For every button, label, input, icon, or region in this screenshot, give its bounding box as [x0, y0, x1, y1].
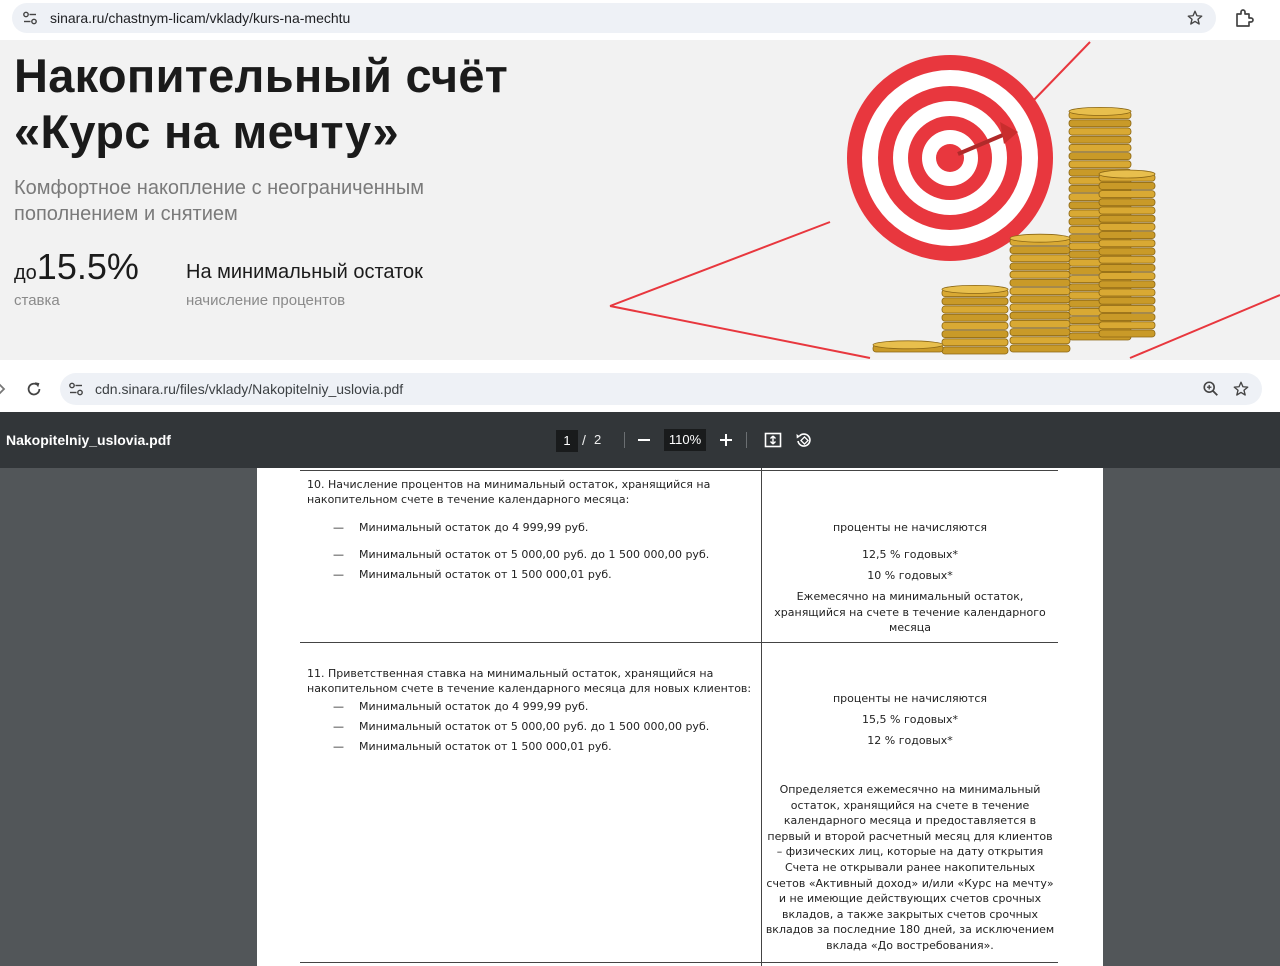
coin	[1099, 297, 1155, 304]
rate-number: 15.5%	[36, 246, 139, 287]
coin	[1069, 144, 1131, 151]
coin	[942, 298, 1008, 305]
coin	[1010, 271, 1070, 278]
note-line: месяца	[889, 621, 931, 635]
coin	[1069, 136, 1131, 143]
list-item: Минимальный остаток от 1 500 000,01 руб.	[359, 568, 612, 581]
page-total: 2	[594, 432, 602, 447]
section-11-heading	[307, 666, 751, 696]
coin	[1010, 263, 1070, 270]
zoom-level-input[interactable]: 110%	[664, 429, 706, 451]
coin	[1099, 305, 1155, 312]
note-line: первый и второй расчетный месяц для клиентов	[767, 829, 1053, 843]
coin	[1099, 322, 1155, 329]
pdf-browser-bar	[0, 366, 1280, 412]
toolbar-divider	[624, 432, 625, 448]
coin	[1010, 345, 1070, 352]
coin	[1099, 191, 1155, 198]
coin	[1099, 273, 1155, 280]
section-10-heading	[307, 477, 710, 507]
coin	[1099, 289, 1155, 296]
coin	[942, 314, 1008, 321]
fit-to-page-icon[interactable]	[764, 431, 782, 449]
hero-illustration	[600, 40, 1280, 360]
page-title-line-1: Накопительный счёт	[14, 49, 509, 102]
coin	[1010, 255, 1070, 262]
rate-value	[14, 246, 139, 288]
list-bullet: —	[333, 740, 344, 753]
url-text[interactable]: cdn.sinara.ru/files/vklady/Nakopitelniy_uslovia.pdf	[95, 381, 404, 397]
coin	[1099, 248, 1155, 255]
table-border	[300, 962, 1058, 963]
coin	[1099, 240, 1155, 247]
note-line: хранящийся на счете в течение календарного	[774, 605, 1046, 619]
rate-prefix: до	[14, 262, 37, 284]
url-text[interactable]: sinara.ru/chastnym-licam/vklady/kurs-na-mechtu	[50, 10, 351, 26]
note-line: Определяется ежемесячно на минимальный	[779, 783, 1041, 796]
coin	[1010, 304, 1070, 311]
coin	[1069, 120, 1131, 127]
hero-subtitle	[14, 175, 534, 227]
coin-top	[1010, 234, 1070, 242]
forward-arrow-icon[interactable]	[0, 382, 6, 396]
rate-value-cell: проценты не начисляются	[832, 692, 987, 705]
section-10-heading-line: 10. Начисление процентов на минимальный остаток, хранящийся на	[307, 478, 711, 491]
coin-top	[873, 341, 943, 349]
bookmark-star-icon[interactable]	[1186, 9, 1204, 27]
coin	[1010, 329, 1070, 336]
section-11-heading-line: 11. Приветственная ставка на минимальный остаток, хранящийся на	[307, 667, 714, 680]
note-line: календарного месяца и предоставляется в	[783, 814, 1037, 828]
coin	[1010, 320, 1070, 327]
site-settings-icon[interactable]	[68, 381, 84, 397]
section-11-heading-line: накопительном счете в течение календарного месяца для новых клиентов:	[307, 682, 752, 695]
coin	[1010, 296, 1070, 303]
coin	[1010, 337, 1070, 344]
rate-value-cell: проценты не начисляются	[832, 521, 987, 534]
note-line: счетов «Активный доход» и/или «Курс на мечту»	[766, 876, 1054, 890]
zoom-in-icon[interactable]	[718, 432, 734, 448]
toolbar-divider	[746, 432, 747, 448]
coin	[1069, 153, 1131, 160]
coin	[1099, 207, 1155, 214]
table-border	[300, 470, 1058, 471]
section-11-note	[762, 782, 1058, 954]
page-title-line-2: «Курс на мечту»	[14, 105, 399, 158]
coin-top	[942, 285, 1008, 293]
list-bullet: —	[333, 568, 344, 581]
hero-subtitle-line-2: пополнением и снятием	[14, 203, 238, 225]
coin	[1099, 256, 1155, 263]
list-item: Минимальный остаток до 4 999,99 руб.	[359, 700, 589, 713]
coin	[1099, 314, 1155, 321]
coin	[942, 322, 1008, 329]
note-line: Счета не открывали ранее накопительных	[784, 860, 1036, 874]
note-line: – физических лиц, которые на дату открытия	[776, 845, 1044, 859]
zoom-out-icon[interactable]	[636, 432, 652, 448]
list-bullet: —	[333, 521, 344, 534]
list-item: Минимальный остаток от 1 500 000,01 руб.	[359, 740, 612, 753]
coin	[1099, 182, 1155, 189]
rate-label: ставка	[14, 292, 60, 309]
bookmark-star-icon[interactable]	[1232, 380, 1250, 398]
coin	[1010, 312, 1070, 319]
hero-subtitle-line-1: Комфортное накопление с неограниченным	[14, 177, 424, 199]
rate-value-cell: 12 % годовых*	[867, 734, 953, 747]
coin	[1099, 281, 1155, 288]
site-settings-icon[interactable]	[22, 10, 38, 26]
note-line: вкладов, а также закрытых счетов срочных	[782, 907, 1038, 921]
page-title	[14, 48, 508, 160]
page-separator: /	[582, 432, 586, 448]
coin	[942, 339, 1008, 346]
coin	[1099, 215, 1155, 222]
coin	[1010, 279, 1070, 286]
pdf-toolbar	[0, 412, 1280, 468]
section-10-heading-line: накопительном счете в течение календарного месяца:	[307, 493, 630, 506]
rate-value-cell: 10 % годовых*	[867, 569, 953, 582]
top-browser-bar	[0, 0, 1280, 38]
coin	[1099, 264, 1155, 271]
list-item: Минимальный остаток от 5 000,00 руб. до 1 500 000,00 руб.	[359, 720, 710, 733]
extensions-icon[interactable]	[1234, 8, 1254, 28]
coin	[1010, 288, 1070, 295]
note-line: остаток, хранящийся на счете в течение	[790, 798, 1030, 812]
rotate-icon[interactable]	[795, 431, 813, 449]
list-item: Минимальный остаток от 5 000,00 руб. до 1 500 000,00 руб.	[359, 548, 710, 561]
list-bullet: —	[333, 720, 344, 733]
section-10-note	[762, 589, 1058, 636]
pdf-page	[257, 468, 1103, 966]
coin	[1099, 223, 1155, 230]
hero-banner	[0, 40, 1280, 360]
pdf-filename: Nakopitelniy_uslovia.pdf	[6, 432, 171, 448]
coin-top	[1099, 170, 1155, 178]
note-line: вкладов за последние 180 дней, за исключением	[765, 923, 1055, 937]
address-bar[interactable]	[60, 373, 1262, 405]
note-line: Ежемесячно на минимальный остаток,	[796, 590, 1024, 603]
address-bar[interactable]	[12, 3, 1216, 33]
coin	[1069, 128, 1131, 135]
coin	[942, 331, 1008, 338]
table-border	[300, 642, 1058, 643]
page-number-input[interactable]: 1	[556, 430, 578, 452]
coin	[1099, 232, 1155, 239]
coin-top	[1069, 107, 1131, 115]
rate-value-cell: 12,5 % годовых*	[862, 548, 958, 561]
coin	[942, 306, 1008, 313]
zoom-icon[interactable]	[1202, 380, 1220, 398]
note-line: и не имеющие действующих счетов срочных	[778, 892, 1042, 906]
condition-label: начисление процентов	[186, 292, 346, 309]
coin	[942, 347, 1008, 354]
coin	[1099, 330, 1155, 337]
target-icon	[847, 55, 1053, 261]
list-item: Минимальный остаток до 4 999,99 руб.	[359, 521, 589, 534]
coin	[1010, 247, 1070, 254]
condition-title: На минимальный остаток	[186, 261, 423, 283]
rate-value-cell: 15,5 % годовых*	[862, 713, 958, 726]
list-bullet: —	[333, 548, 344, 561]
reload-icon[interactable]	[25, 380, 43, 398]
note-line: вклада «До востребования».	[826, 938, 994, 952]
coin	[1099, 199, 1155, 206]
pdf-viewport[interactable]	[0, 468, 1280, 966]
list-bullet: —	[333, 700, 344, 713]
coin	[1069, 161, 1131, 168]
